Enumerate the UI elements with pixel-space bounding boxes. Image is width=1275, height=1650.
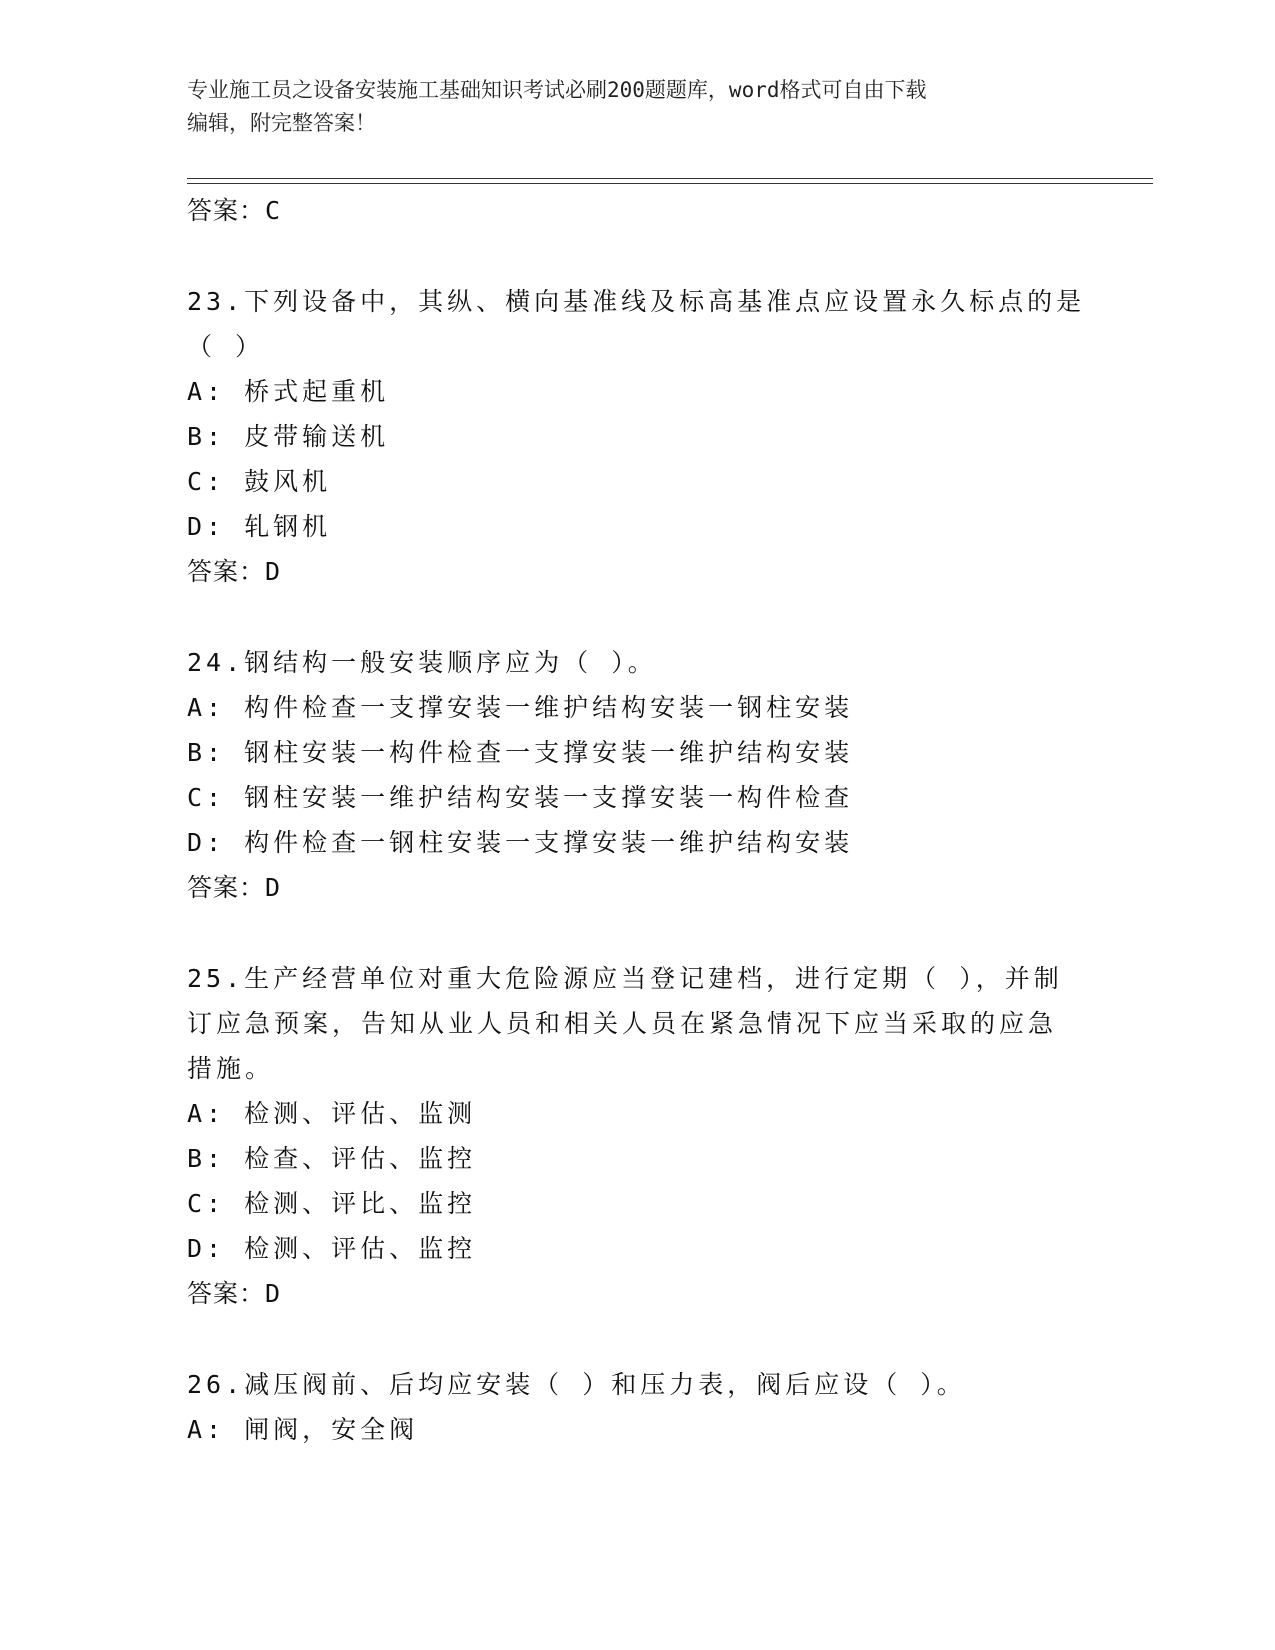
option-c: C: 鼓风机 <box>187 467 332 496</box>
answer-line: 答案：D <box>187 1279 282 1308</box>
option-a: A: 闸阀，安全阀 <box>187 1415 419 1444</box>
spacer <box>187 1316 1087 1362</box>
spacer <box>187 910 1087 956</box>
question-stem: 23.下列设备中，其纵、横向基准线及标高基准点应设置永久标点的是 <box>187 287 1086 316</box>
question-25 <box>187 956 1087 1316</box>
option-c: C: 检测、评比、监控 <box>187 1189 477 1218</box>
option-a: A: 检测、评估、监测 <box>187 1099 477 1128</box>
spacer <box>187 233 1087 279</box>
option-b: B: 检查、评估、监控 <box>187 1144 477 1173</box>
question-stem: 26.减压阀前、后均应安装（ ）和压力表，阀后应设（ ）。 <box>187 1370 966 1399</box>
header-rule-top <box>187 178 1153 179</box>
option-a: A: 构件检查一支撑安装一维护结构安装一钢柱安装 <box>187 693 854 722</box>
option-a: A: 桥式起重机 <box>187 377 390 406</box>
header-line-2: 编辑，附完整答案！ <box>187 111 376 135</box>
answer-line: 答案：D <box>187 557 282 586</box>
header-line-1: 专业施工员之设备安装施工基础知识考试必刷200题题库，word格式可自由下载 <box>187 78 927 102</box>
question-stem: （ ） <box>187 332 265 361</box>
question-list <box>187 188 1087 1452</box>
question-stem: 24.钢结构一般安装顺序应为（ ）。 <box>187 648 657 677</box>
question-stem: 措施。 <box>187 1054 275 1083</box>
question-stem: 订应急预案，告知从业人员和相关人员在紧急情况下应当采取的应急 <box>187 1009 1058 1038</box>
option-d: D: 构件检查一钢柱安装一支撑安装一维护结构安装 <box>187 828 854 857</box>
option-b: B: 钢柱安装一构件检查一支撑安装一维护结构安装 <box>187 738 854 767</box>
option-b: B: 皮带输送机 <box>187 422 390 451</box>
answer-line-prev: 答案：C <box>187 196 282 225</box>
question-26 <box>187 1362 1087 1452</box>
option-c: C: 钢柱安装一维护结构安装一支撑安装一构件检查 <box>187 783 854 812</box>
header-rule-bottom <box>187 183 1153 184</box>
option-d: D: 检测、评估、监控 <box>187 1234 477 1263</box>
document-header <box>187 74 1067 140</box>
spacer <box>187 594 1087 640</box>
question-stem: 25.生产经营单位对重大危险源应当登记建档，进行定期（ ），并制 <box>187 964 1063 993</box>
option-d: D: 轧钢机 <box>187 512 332 541</box>
answer-line: 答案：D <box>187 873 282 902</box>
question-24 <box>187 640 1087 910</box>
question-23 <box>187 279 1087 594</box>
